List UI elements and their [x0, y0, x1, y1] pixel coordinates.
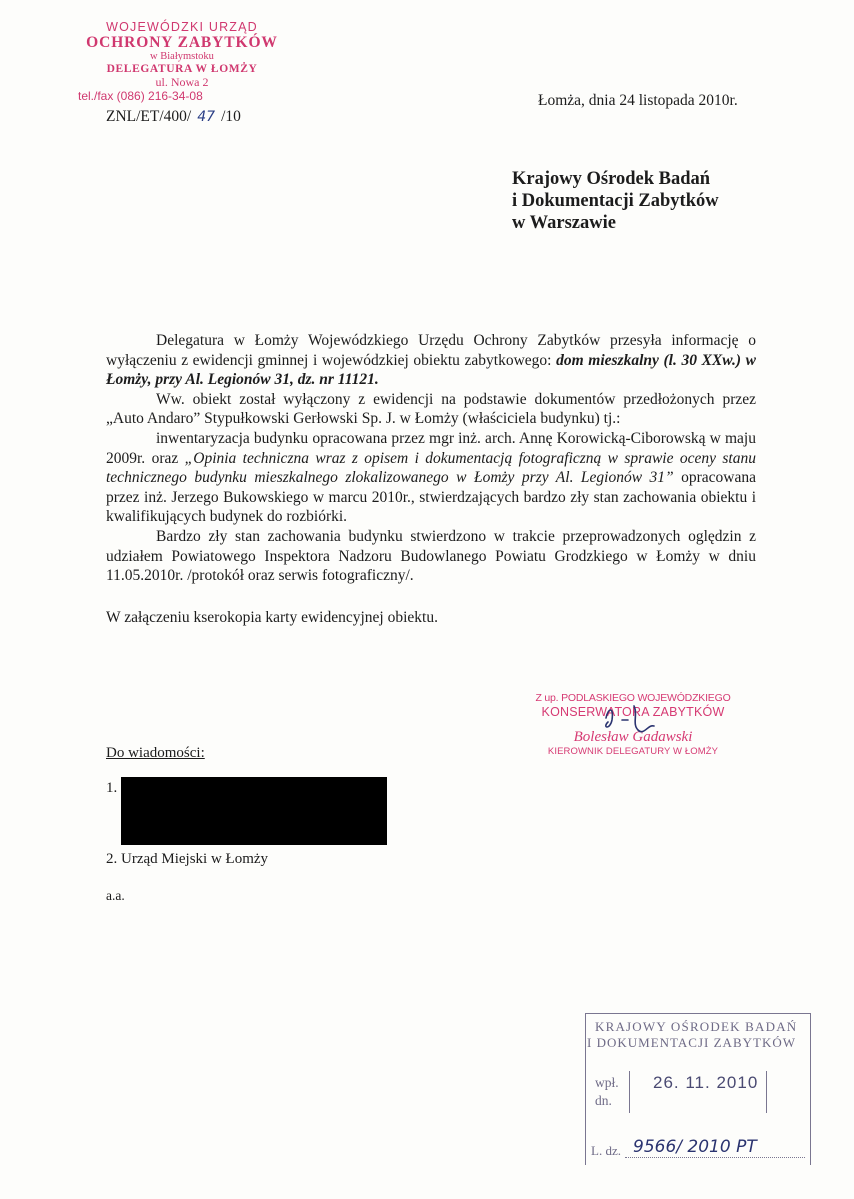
paragraph-3-text-c: opracowana przez inż. Jerzego Bukowskiego w marcu 2010r., stwierdzających bardzo zły stan zachowania obiektu i kwalifikujących budynek do rozbiórki. [106, 469, 757, 526]
reference-suffix: /10 [221, 108, 241, 125]
redaction-box [121, 777, 387, 845]
signature-title: KIEROWNIK DELEGATURY W ŁOMŻY [547, 746, 719, 757]
letter-body [106, 331, 756, 586]
sender-stamp-line3: w Białymstoku [150, 51, 214, 62]
paragraph-3-text-a: inwentaryzacja budynku opracowana przez mgr inż. arch. Annę Korowicką-Ciborowską w maju 2009r. oraz [106, 429, 756, 467]
receipt-ldz-value: 9566/ 2010 PT [633, 1137, 757, 1157]
handwritten-signature [588, 700, 668, 740]
signature-stamp-line1: Z up. PODLASKIEGO WOJEWÓDZKIEGO [535, 692, 731, 704]
paragraph-1-text: Delegatura w Łomży Wojewódzkiego Urzędu Ochrony Zabytków przesyła informację o wyłączeniu z ewidencji gminnej i wojewódzkiej obiektu zabytkowego: [106, 332, 756, 369]
receipt-label-ldz: L. dz. [591, 1143, 621, 1158]
paragraph-1 [106, 331, 756, 390]
sender-stamp-line4: DELEGATURA W ŁOMŻY [106, 63, 258, 75]
distribution-item1-number: 1. [106, 780, 118, 796]
opinion-title: „Opinia techniczna wraz z opisem i dokumentacją fotograficzną w sprawie oceny stanu technicznego budynku mieszkalnego zlokalizowanego w Łomży przy Al. Legionów 31” [106, 449, 756, 487]
sender-stamp-line6: tel./fax (086) 216-34-08 [78, 89, 203, 103]
sender-stamp-line1: WOJEWÓDZKI URZĄD [106, 20, 258, 34]
receipt-stamp-header1: KRAJOWY OŚRODEK BADAŃ [595, 1019, 798, 1034]
distribution-aa: a.a. [106, 888, 125, 903]
receipt-stamp-header2: I DOKUMENTACJI ZABYTKÓW [587, 1035, 796, 1050]
paragraph-3 [106, 429, 756, 527]
recipient-line1: Krajowy Ośrodek Badań [512, 169, 711, 189]
signature-stamp-line2: KONSERWATORA ZABYTKÓW [541, 705, 725, 719]
sender-stamp-line2: OCHRONY ZABYTKÓW [86, 34, 278, 51]
distribution-item2: 2. Urząd Miejski w Łomży [106, 851, 269, 867]
paragraph-4: Bardzo zły stan zachowania budynku stwierdzono w trakcie przeprowadzonych oględzin z udziałem Powiatowego Inspektora Nadzoru Budowlanego Powiatu Grodzkiego w Łomży w dniu 11.05.2010r. /protokół oraz serwis fotograficzny/. [106, 527, 756, 585]
distribution-heading: Do wiadomości: [106, 745, 205, 761]
receipt-label-wpl: wpł. [595, 1075, 619, 1090]
reference-number [106, 108, 241, 126]
place-date: Łomża, dnia 24 listopada 2010r. [538, 92, 738, 109]
sender-stamp [62, 20, 302, 103]
signature-stamp [528, 692, 738, 758]
receipt-label-dn: dn. [595, 1093, 612, 1108]
reference-prefix: ZNL/ET/400/ [106, 108, 192, 125]
receipt-dotted-line [625, 1157, 805, 1158]
object-name: dom mieszkalny (l. 30 XXw.) w Łomży, przy Al. Legionów 31, dz. nr 11121. [106, 351, 757, 389]
receipt-stamp [585, 1013, 811, 1165]
paragraph-2: Ww. obiekt został wyłączony z ewidencji na podstawie dokumentów przedłożonych przez „Auto Andaro” Stypułkowski Gerłowski Sp. J. w Łomży (właściciela budynku) tj.: [106, 390, 756, 428]
recipient-line2: i Dokumentacji Zabytków [512, 191, 719, 211]
attachment-note: W załączeniu kserokopia karty ewidencyjnej obiektu. [106, 609, 438, 626]
signature-name: Bolesław Gadawski [573, 729, 693, 745]
recipient-address [512, 168, 719, 234]
recipient-line3: w Warszawie [512, 213, 616, 233]
receipt-date: 26. 11. 2010 [653, 1073, 759, 1092]
reference-handwritten: 47 [197, 109, 216, 125]
sender-stamp-line5: ul. Nowa 2 [155, 75, 209, 89]
